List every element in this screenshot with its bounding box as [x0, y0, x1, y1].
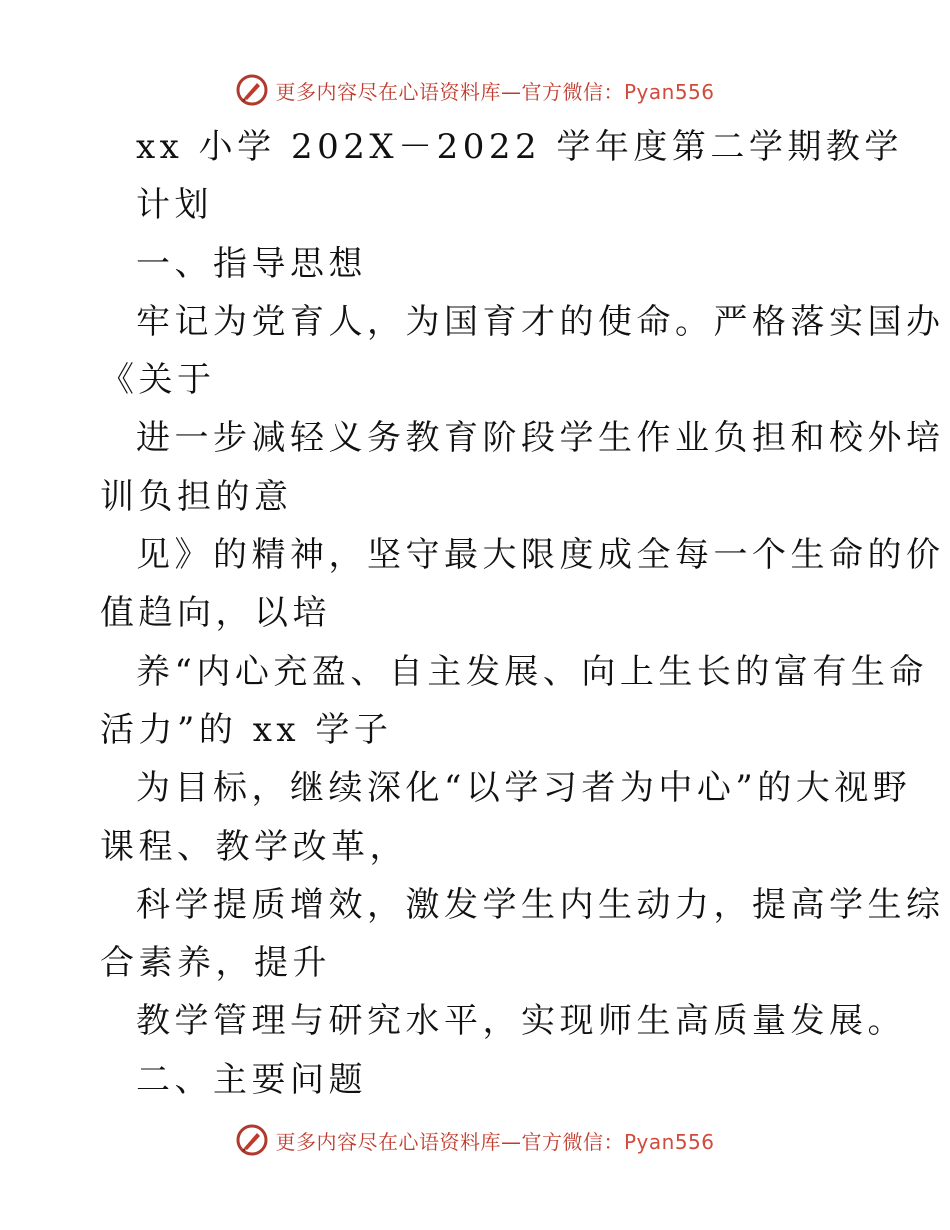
- text-line: 计划: [136, 185, 213, 226]
- text-line: 训负担的意: [100, 476, 293, 517]
- text-line: 课程、教学改革，: [100, 826, 408, 867]
- document-body: [100, 118, 945, 1109]
- text-line: 教学管理与研究水平，实现师生高质量发展。: [136, 1001, 906, 1042]
- watermark-footer: [0, 1120, 950, 1160]
- text-line: 值趋向，以培: [100, 593, 331, 634]
- text-line: 《关于: [100, 360, 216, 401]
- text-line: 养“内心充盈、自主发展、向上生长的富有生命: [136, 651, 928, 692]
- watermark-text: 更多内容尽在心语资料库—官方微信：Pyan556: [275, 79, 715, 104]
- text-line: 合素养，提升: [100, 943, 331, 984]
- text-line: 见》的精神，坚守最大限度成全每一个生命的价: [136, 535, 945, 576]
- pen-logo-icon: [235, 73, 269, 107]
- text-line: 二、主要问题: [136, 1059, 367, 1100]
- text-line: 活力”的 xx 学子: [100, 709, 393, 750]
- text-line: 进一步减轻义务教育阶段学生作业负担和校外培: [136, 418, 945, 459]
- text-line: 科学提质增效，激发学生内生动力，提高学生综: [136, 884, 945, 925]
- text-line: 一、指导思想: [136, 243, 367, 284]
- pen-logo-icon: [235, 1123, 269, 1157]
- text-line: 牢记为党育人，为国育才的使命。严格落实国办: [136, 301, 945, 342]
- watermark-text: 更多内容尽在心语资料库—官方微信：Pyan556: [275, 1129, 715, 1154]
- watermark-header: [0, 70, 950, 110]
- text-line: xx 小学 202X－2022 学年度第二学期教学: [136, 127, 903, 167]
- text-line: 为目标，继续深化“以学习者为中心”的大视野: [136, 768, 912, 809]
